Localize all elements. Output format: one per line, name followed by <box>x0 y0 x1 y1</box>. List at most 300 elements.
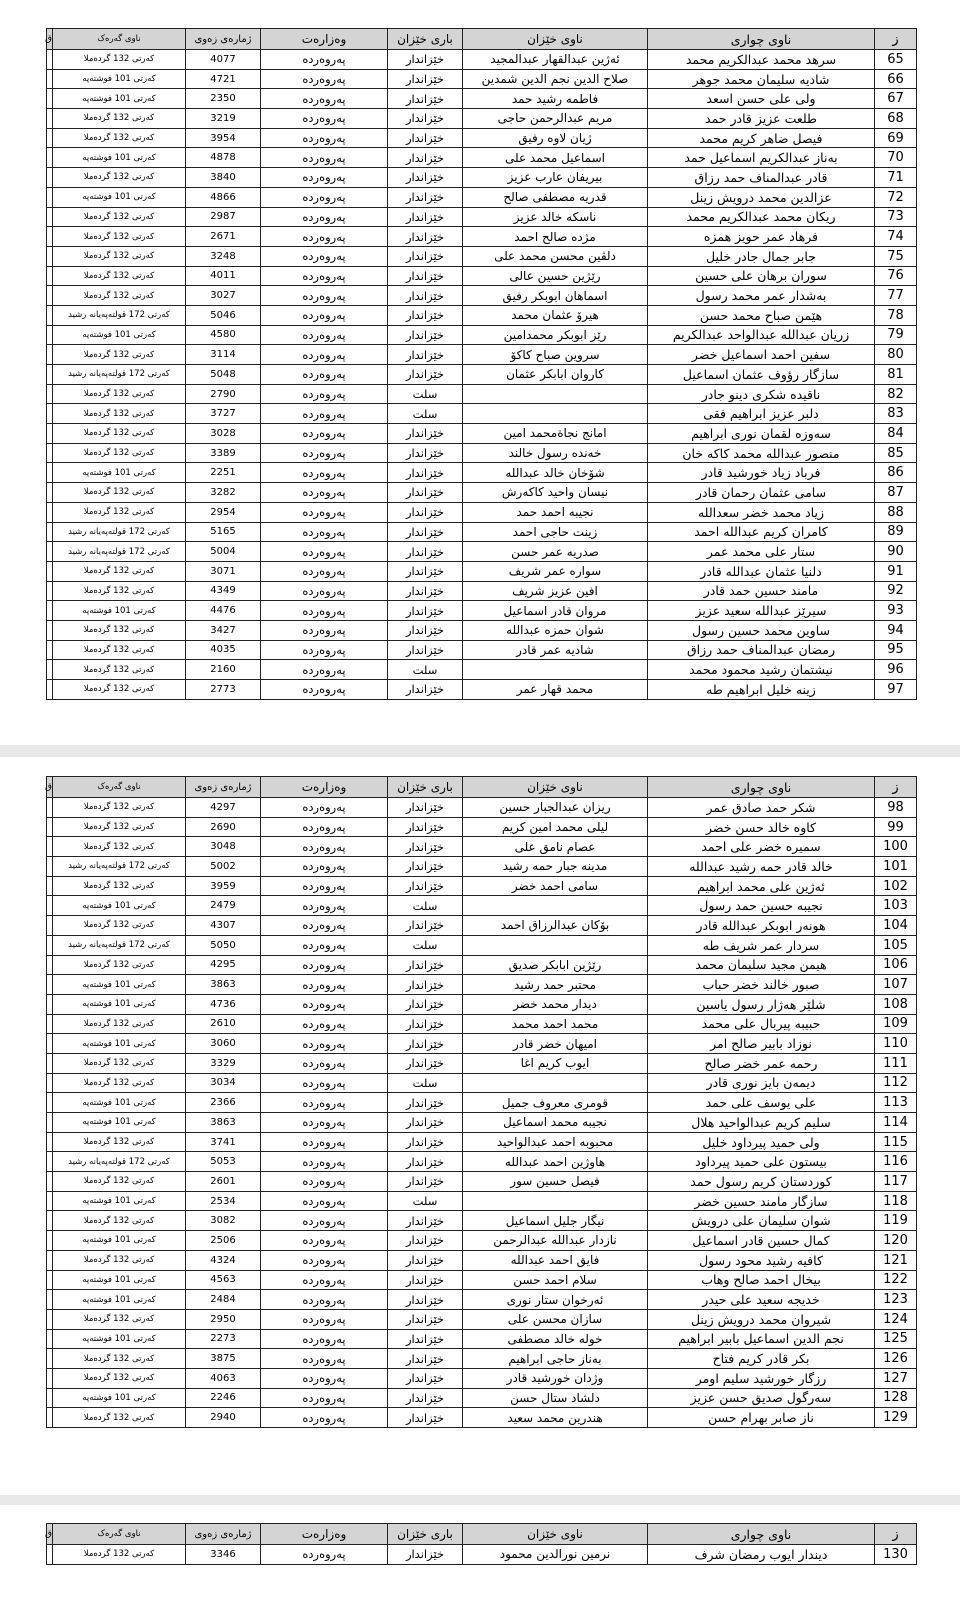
full-name-cell: زریان عبدالله عبدالواحد عبدالکریم <box>648 325 875 345</box>
ministry-cell: پەروەردە <box>261 916 388 936</box>
ministry-cell: پەروەردە <box>261 876 388 896</box>
row-number: 122 <box>875 1270 917 1290</box>
row-number: 78 <box>875 305 917 325</box>
plot-number-cell: 3959 <box>186 876 261 896</box>
full-name-cell: بەشدار عمر محمد رسول <box>648 286 875 306</box>
row-number: 76 <box>875 266 917 286</box>
row-number: 112 <box>875 1073 917 1093</box>
ministry-cell: پەروەردە <box>261 581 388 601</box>
full-name-cell: دیمەن بایز نوری قادر <box>648 1073 875 1093</box>
neighborhood-cell: کەرتی 132 گردەملا <box>53 345 186 365</box>
spouse-name-cell: افین عزیز شریف <box>463 581 648 601</box>
marital-status-cell: خێزاندار <box>388 1152 463 1172</box>
plot-number-cell: 2479 <box>186 896 261 916</box>
spouse-name-cell: قدریه مصطفی صالح <box>463 187 648 207</box>
row-number: 115 <box>875 1132 917 1152</box>
table-row <box>47 443 917 463</box>
row-number: 69 <box>875 128 917 148</box>
ministry-cell: پەروەردە <box>261 1053 388 1073</box>
full-name-cell: زینه خلیل ابراهیم طه <box>648 680 875 700</box>
edge-cell <box>47 1191 53 1211</box>
neighborhood-cell: کەرتی 132 گردەملا <box>53 640 186 660</box>
spouse-name-cell: هاوژین احمد عبدالله <box>463 1152 648 1172</box>
table-row <box>47 502 917 522</box>
header-edge-cell: ق <box>47 29 53 50</box>
table-header-row <box>47 29 917 50</box>
header-spouse-name: ناوی خێزان <box>463 777 648 798</box>
row-number: 73 <box>875 207 917 227</box>
spouse-name-cell: فایق احمد عبدالله <box>463 1250 648 1270</box>
marital-status-cell: خێزاندار <box>388 1368 463 1388</box>
row-number: 107 <box>875 975 917 995</box>
row-number: 77 <box>875 286 917 306</box>
table-row <box>47 207 917 227</box>
row-number: 89 <box>875 522 917 542</box>
edge-cell <box>47 325 53 345</box>
ministry-cell: پەروەردە <box>261 89 388 109</box>
plot-number-cell: 5002 <box>186 857 261 877</box>
full-name-cell: جابر جمال جادر خلیل <box>648 246 875 266</box>
full-name-cell: فرهاد عمر حویز همزه <box>648 227 875 247</box>
table-row <box>47 1014 917 1034</box>
marital-status-cell: خێزاندار <box>388 1014 463 1034</box>
table-row <box>47 1250 917 1270</box>
ministry-cell: پەروەردە <box>261 955 388 975</box>
edge-cell <box>47 640 53 660</box>
neighborhood-cell: کەرتی 101 فوشتەپە <box>53 69 186 89</box>
plot-number-cell: 3329 <box>186 1053 261 1073</box>
header-number: ز <box>875 29 917 50</box>
edge-cell <box>47 424 53 444</box>
ministry-cell: پەروەردە <box>261 1329 388 1349</box>
neighborhood-cell: کەرتی 132 گردەملا <box>53 443 186 463</box>
spouse-name-cell: امیهان خضر قادر <box>463 1034 648 1054</box>
spouse-name-cell: مریم عبدالرحمن حاجی <box>463 109 648 129</box>
ministry-cell: پەروەردە <box>261 1172 388 1192</box>
header-ministry: وەزارەت <box>261 777 388 798</box>
neighborhood-cell: کەرتی 132 گردەملا <box>53 955 186 975</box>
table-row <box>47 227 917 247</box>
neighborhood-cell: کەرتی 172 قولتەپەیانە رشید <box>53 365 186 385</box>
edge-cell <box>47 1211 53 1231</box>
marital-status-cell: خێزاندار <box>388 1388 463 1408</box>
plot-number-cell: 2273 <box>186 1329 261 1349</box>
marital-status-cell: خێزاندار <box>388 246 463 266</box>
row-number: 65 <box>875 50 917 70</box>
spouse-name-cell: دلڤین محسن محمد علی <box>463 246 648 266</box>
spouse-name-cell: نجیبه محمد اسماعیل <box>463 1113 648 1133</box>
row-number: 130 <box>875 1545 917 1565</box>
row-number: 85 <box>875 443 917 463</box>
table-row <box>47 1211 917 1231</box>
table-row <box>47 916 917 936</box>
row-number: 103 <box>875 896 917 916</box>
table-row <box>47 660 917 680</box>
spouse-name-cell: فیصل حسین سور <box>463 1172 648 1192</box>
row-number: 86 <box>875 463 917 483</box>
row-number: 94 <box>875 620 917 640</box>
plot-number-cell: 3114 <box>186 345 261 365</box>
neighborhood-cell: کەرتی 172 قولتەپەیانە رشید <box>53 935 186 955</box>
ministry-cell: پەروەردە <box>261 305 388 325</box>
plot-number-cell: 2350 <box>186 89 261 109</box>
row-number: 92 <box>875 581 917 601</box>
neighborhood-cell: کەرتی 132 گردەملا <box>53 1073 186 1093</box>
full-name-cell: صبور خالند خضر حباب <box>648 975 875 995</box>
neighborhood-cell: کەرتی 132 گردەملا <box>53 561 186 581</box>
spouse-name-cell: زینت حاجی احمد <box>463 522 648 542</box>
spouse-name-cell: قومری معروف جمیل <box>463 1093 648 1113</box>
edge-cell <box>47 1329 53 1349</box>
marital-status-cell: خێزاندار <box>388 69 463 89</box>
header-number: ز <box>875 777 917 798</box>
marital-status-cell: خێزاندار <box>388 1309 463 1329</box>
plot-number-cell: 5050 <box>186 935 261 955</box>
full-name-cell: شوان سلیمان علی درویش <box>648 1211 875 1231</box>
full-name-cell: سمیره خضر علی احمد <box>648 837 875 857</box>
neighborhood-cell: کەرتی 101 فوشتەپە <box>53 1191 186 1211</box>
full-name-cell: هونەر ابوبکر عبدالله قادر <box>648 916 875 936</box>
edge-cell <box>47 955 53 975</box>
edge-cell <box>47 1545 53 1565</box>
plot-number-cell: 2160 <box>186 660 261 680</box>
row-number: 100 <box>875 837 917 857</box>
spouse-name-cell <box>463 896 648 916</box>
edge-cell <box>47 561 53 581</box>
row-number: 109 <box>875 1014 917 1034</box>
spouse-name-cell: رێژین حسین عالی <box>463 266 648 286</box>
spouse-name-cell: نیسان واحید کاکەرش <box>463 483 648 503</box>
full-name-cell: رزگار خورشید سلیم اومر <box>648 1368 875 1388</box>
header-full-name: ناوی چواری <box>648 1524 875 1545</box>
full-name-cell: سازگار مامند حسین خضر <box>648 1191 875 1211</box>
edge-cell <box>47 404 53 424</box>
table-row <box>47 1113 917 1133</box>
plot-number-cell: 2690 <box>186 817 261 837</box>
neighborhood-cell: کەرتی 132 گردەملا <box>53 1408 186 1428</box>
ministry-cell: پەروەردە <box>261 522 388 542</box>
neighborhood-cell: کەرتی 132 گردەملا <box>53 246 186 266</box>
plot-number-cell: 2246 <box>186 1388 261 1408</box>
edge-cell <box>47 1349 53 1369</box>
full-name-cell: ناقیده شکری دینو جادر <box>648 384 875 404</box>
full-name-cell: سفین احمد اسماعیل خضر <box>648 345 875 365</box>
spouse-name-cell <box>463 1191 648 1211</box>
plot-number-cell: 5046 <box>186 305 261 325</box>
neighborhood-cell: کەرتی 132 گردەملا <box>53 128 186 148</box>
row-number: 91 <box>875 561 917 581</box>
table-row <box>47 1231 917 1251</box>
plot-number-cell: 4011 <box>186 266 261 286</box>
full-name-cell: ریکان محمد عبدالکریم محمد <box>648 207 875 227</box>
row-number: 67 <box>875 89 917 109</box>
neighborhood-cell: کەرتی 132 گردەملا <box>53 1172 186 1192</box>
full-name-cell: سردار عمر شریف طه <box>648 935 875 955</box>
neighborhood-cell: کەرتی 132 گردەملا <box>53 227 186 247</box>
full-name-cell: نجم الدین اسماعیل بابیر ابراهیم <box>648 1329 875 1349</box>
ministry-cell: پەروەردە <box>261 1270 388 1290</box>
marital-status-cell: خێزاندار <box>388 168 463 188</box>
edge-cell <box>47 69 53 89</box>
table-row <box>47 463 917 483</box>
neighborhood-cell: کەرتی 132 گردەملا <box>53 817 186 837</box>
full-name-cell: سەرگول صدیق حسن عزیز <box>648 1388 875 1408</box>
full-name-cell: عزالدین محمد درویش زینل <box>648 187 875 207</box>
full-name-cell: دیندار ایوب رمضان شرف <box>648 1545 875 1565</box>
spouse-name-cell: عصام نامق علی <box>463 837 648 857</box>
edge-cell <box>47 916 53 936</box>
row-number: 72 <box>875 187 917 207</box>
plot-number-cell: 3027 <box>186 286 261 306</box>
plot-number-cell: 2251 <box>186 463 261 483</box>
edge-cell <box>47 1290 53 1310</box>
plot-number-cell: 3346 <box>186 1545 261 1565</box>
edge-cell <box>47 1152 53 1172</box>
ministry-cell: پەروەردە <box>261 227 388 247</box>
ministry-cell: پەروەردە <box>261 640 388 660</box>
full-name-cell: زیاد محمد خضر سعدالله <box>648 502 875 522</box>
full-name-cell: منصور عبدالله محمد کاکه خان <box>648 443 875 463</box>
edge-cell <box>47 660 53 680</box>
table-row <box>47 50 917 70</box>
full-name-cell: سەوزه لقمان نوری ابراهیم <box>648 424 875 444</box>
full-name-cell: سوران برهان علی حسین <box>648 266 875 286</box>
ministry-cell: پەروەردە <box>261 660 388 680</box>
full-name-cell: سازگار رؤوف عثمان اسماعیل <box>648 365 875 385</box>
edge-cell <box>47 857 53 877</box>
table-row <box>47 1073 917 1093</box>
plot-number-cell: 5004 <box>186 542 261 562</box>
marital-status-cell: خێزاندار <box>388 483 463 503</box>
row-number: 96 <box>875 660 917 680</box>
spouse-name-cell: وژدان خورشید قادر <box>463 1368 648 1388</box>
plot-number-cell: 4580 <box>186 325 261 345</box>
edge-cell <box>47 1113 53 1133</box>
marital-status-cell: خێزاندار <box>388 876 463 896</box>
marital-status-cell: خێزاندار <box>388 522 463 542</box>
full-name-cell: ولی علی حسن اسعد <box>648 89 875 109</box>
neighborhood-cell: کەرتی 132 گردەملا <box>53 168 186 188</box>
edge-cell <box>47 168 53 188</box>
ministry-cell: پەروەردە <box>261 345 388 365</box>
spouse-name-cell: مروان قادر اسماعیل <box>463 601 648 621</box>
spouse-name-cell: ژیان لاوه رفیق <box>463 128 648 148</box>
spouse-name-cell: نرمین نورالدین محمود <box>463 1545 648 1565</box>
marital-status-cell: خێزاندار <box>388 305 463 325</box>
plot-number-cell: 3082 <box>186 1211 261 1231</box>
table-row <box>47 1408 917 1428</box>
marital-status-cell: خێزاندار <box>388 50 463 70</box>
marital-status-cell: خێزاندار <box>388 187 463 207</box>
table-row <box>47 325 917 345</box>
full-name-cell: علی یوسف علی حمد <box>648 1093 875 1113</box>
table-row <box>47 542 917 562</box>
full-name-cell: بەناز عبدالکریم اسماعیل حمد <box>648 148 875 168</box>
ministry-cell: پەروەردە <box>261 994 388 1014</box>
row-number: 104 <box>875 916 917 936</box>
plot-number-cell: 3048 <box>186 837 261 857</box>
full-name-cell: نیشتمان رشید محمود محمد <box>648 660 875 680</box>
neighborhood-cell: کەرتی 172 قولتەپەیانە رشید <box>53 542 186 562</box>
spouse-name-cell: مدینه جبار حمه رشید <box>463 857 648 877</box>
table-row <box>47 1545 917 1565</box>
header-plot-number: ژمارەی زەوی <box>186 29 261 50</box>
marital-status-cell: خێزاندار <box>388 994 463 1014</box>
edge-cell <box>47 365 53 385</box>
neighborhood-cell: کەرتی 101 فوشتەپە <box>53 148 186 168</box>
full-name-cell: دلنیا عثمان عبدالله قادر <box>648 561 875 581</box>
plot-number-cell: 4324 <box>186 1250 261 1270</box>
spouse-name-cell: محمد احمد محمد <box>463 1014 648 1034</box>
ministry-cell: پەروەردە <box>261 1152 388 1172</box>
table-row <box>47 286 917 306</box>
table-row <box>47 424 917 444</box>
full-name-cell: شلێر هەژار رسول یاسین <box>648 994 875 1014</box>
neighborhood-cell: کەرتی 101 فوشتەپە <box>53 994 186 1014</box>
marital-status-cell: خێزاندار <box>388 207 463 227</box>
plot-number-cell: 2790 <box>186 384 261 404</box>
marital-status-cell: خێزاندار <box>388 581 463 601</box>
plot-number-cell: 4349 <box>186 581 261 601</box>
neighborhood-cell: کەرتی 132 گردەملا <box>53 1132 186 1152</box>
plot-number-cell: 3840 <box>186 168 261 188</box>
marital-status-cell: خێزاندار <box>388 109 463 129</box>
ministry-cell: پەروەردە <box>261 286 388 306</box>
beneficiary-table <box>46 1523 917 1565</box>
full-name-cell: کمال حسین قادر اسماعیل <box>648 1231 875 1251</box>
edge-cell <box>47 581 53 601</box>
row-number: 119 <box>875 1211 917 1231</box>
plot-number-cell: 3427 <box>186 620 261 640</box>
table-row <box>47 640 917 660</box>
plot-number-cell: 5165 <box>186 522 261 542</box>
plot-number-cell: 2366 <box>186 1093 261 1113</box>
table-row <box>47 601 917 621</box>
marital-status-cell: خێزاندار <box>388 1093 463 1113</box>
spouse-name-cell: سواره عمر شریف <box>463 561 648 581</box>
header-neighborhood: ناوی گەرەک <box>53 29 186 50</box>
row-number: 82 <box>875 384 917 404</box>
full-name-cell: حبیبه پیربال علی محمد <box>648 1014 875 1034</box>
header-full-name: ناوی چواری <box>648 777 875 798</box>
full-name-cell: فرباد زیاد خورشید قادر <box>648 463 875 483</box>
ministry-cell: پەروەردە <box>261 817 388 837</box>
full-name-cell: کوردستان کریم رسول حمد <box>648 1172 875 1192</box>
ministry-cell: پەروەردە <box>261 246 388 266</box>
neighborhood-cell: کەرتی 101 فوشتەپە <box>53 325 186 345</box>
row-number: 75 <box>875 246 917 266</box>
spouse-name-cell: سازان محسن علی <box>463 1309 648 1329</box>
neighborhood-cell: کەرتی 132 گردەملا <box>53 1309 186 1329</box>
neighborhood-cell: کەرتی 132 گردەملا <box>53 1014 186 1034</box>
edge-cell <box>47 817 53 837</box>
ministry-cell: پەروەردە <box>261 1211 388 1231</box>
spouse-name-cell: هندرین محمد سعید <box>463 1408 648 1428</box>
spouse-name-cell: ایوب کریم اغا <box>463 1053 648 1073</box>
ministry-cell: پەروەردە <box>261 542 388 562</box>
neighborhood-cell: کەرتی 101 فوشتەپە <box>53 463 186 483</box>
ministry-cell: پەروەردە <box>261 404 388 424</box>
neighborhood-cell: کەرتی 101 فوشتەپە <box>53 89 186 109</box>
spouse-name-cell: شوان حمزه عبدالله <box>463 620 648 640</box>
marital-status-cell: خێزاندار <box>388 1034 463 1054</box>
marital-status-cell: خێزاندار <box>388 424 463 444</box>
row-number: 121 <box>875 1250 917 1270</box>
table-row <box>47 1270 917 1290</box>
full-name-cell: بیخال احمد صالح وهاب <box>648 1270 875 1290</box>
spouse-name-cell: نجیبه احمد حمد <box>463 502 648 522</box>
spouse-name-cell: صلاح الدين نجم الدين شمدين <box>463 69 648 89</box>
plot-number-cell: 4063 <box>186 1368 261 1388</box>
table-row <box>47 935 917 955</box>
marital-status-cell: خێزاندار <box>388 542 463 562</box>
plot-number-cell: 4035 <box>186 640 261 660</box>
table-row <box>47 404 917 424</box>
ministry-cell: پەروەردە <box>261 798 388 818</box>
table-row <box>47 1309 917 1329</box>
edge-cell <box>47 522 53 542</box>
marital-status-cell: سلت <box>388 404 463 424</box>
table-row <box>47 857 917 877</box>
table-row <box>47 975 917 995</box>
table-row <box>47 876 917 896</box>
plot-number-cell: 2671 <box>186 227 261 247</box>
marital-status-cell: خێزاندار <box>388 89 463 109</box>
ministry-cell: پەروەردە <box>261 384 388 404</box>
spouse-name-cell <box>463 1073 648 1093</box>
full-name-cell: نوزاد بابیر صالح امر <box>648 1034 875 1054</box>
edge-cell <box>47 798 53 818</box>
row-number: 81 <box>875 365 917 385</box>
marital-status-cell: خێزاندار <box>388 463 463 483</box>
ministry-cell: پەروەردە <box>261 424 388 444</box>
edge-cell <box>47 443 53 463</box>
marital-status-cell: خێزاندار <box>388 1132 463 1152</box>
spouse-name-cell: مژده صالح احمد <box>463 227 648 247</box>
neighborhood-cell: کەرتی 132 گردەملا <box>53 798 186 818</box>
plot-number-cell: 4721 <box>186 69 261 89</box>
neighborhood-cell: کەرتی 101 فوشتەپە <box>53 1034 186 1054</box>
plot-number-cell: 4563 <box>186 1270 261 1290</box>
row-number: 124 <box>875 1309 917 1329</box>
row-number: 88 <box>875 502 917 522</box>
spouse-name-cell: ئەژین عبدالقهار عبدالمجيد <box>463 50 648 70</box>
header-number: ز <box>875 1524 917 1545</box>
table-header-row <box>47 777 917 798</box>
plot-number-cell: 3954 <box>186 128 261 148</box>
marital-status-cell: خێزاندار <box>388 345 463 365</box>
spouse-name-cell: رێز ابوبکر محمدامین <box>463 325 648 345</box>
table-row <box>47 561 917 581</box>
neighborhood-cell: کەرتی 132 گردەملا <box>53 916 186 936</box>
edge-cell <box>47 896 53 916</box>
spouse-name-cell: صدریه عمر حسن <box>463 542 648 562</box>
edge-cell <box>47 1309 53 1329</box>
ministry-cell: پەروەردە <box>261 1290 388 1310</box>
row-number: 117 <box>875 1172 917 1192</box>
beneficiary-table <box>46 28 917 700</box>
table-row <box>47 1368 917 1388</box>
header-marital-status: باری خێزان <box>388 29 463 50</box>
spouse-name-cell <box>463 935 648 955</box>
header-plot-number: ژمارەی زەوی <box>186 1524 261 1545</box>
marital-status-cell: خێزاندار <box>388 975 463 995</box>
table-row <box>47 246 917 266</box>
table-row <box>47 994 917 1014</box>
plot-number-cell: 3389 <box>186 443 261 463</box>
marital-status-cell: خێزاندار <box>388 1172 463 1192</box>
edge-cell <box>47 89 53 109</box>
